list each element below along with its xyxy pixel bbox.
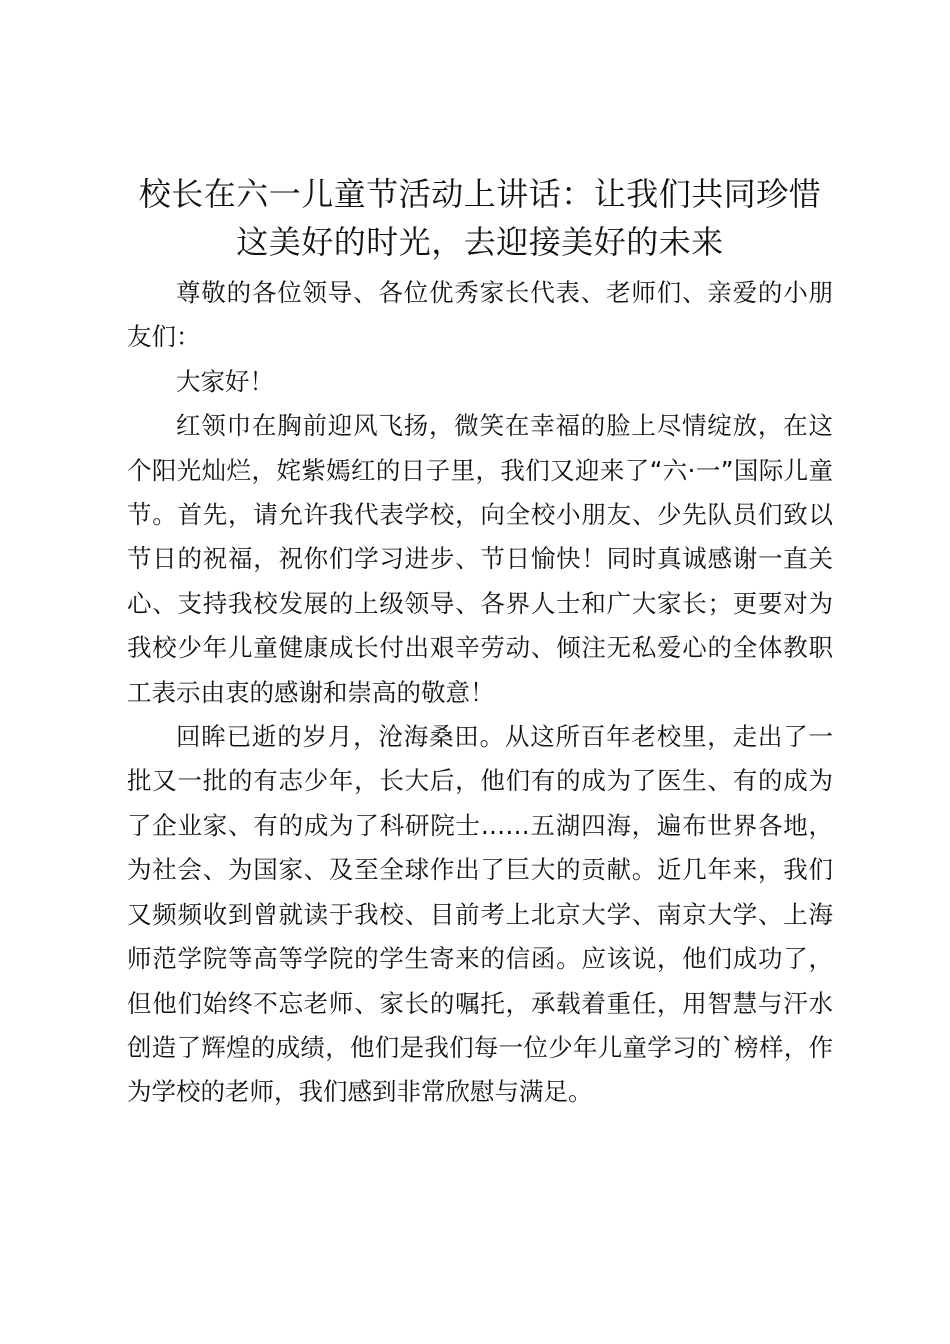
body-paragraph: 红领巾在胸前迎风飞扬，微笑在幸福的脸上尽情绽放，在这个阳光灿烂，姹紫嫣红的日子里，我们又迎来了“六·一”国际儿童节。首先，请允许我代表学校，向全校小朋友、少先队员们致以节日的祝福，祝你们学习进步、节日愉快！同时真诚感谢一直关心、支持我校发展的上级领导、各界人士和广大家长；更要对为我校少年儿童健康成长付出艰辛劳动、倾注无私爱心的全体教职工表示由衷的感谢和崇高的敬意！ xyxy=(127,411,833,707)
greeting-paragraph: 大家好！ xyxy=(176,366,274,396)
document-title: 校长在六一儿童节活动上讲话：让我们共同珍惜这美好的时光，去迎接美好的未来 xyxy=(138,175,822,261)
body-paragraph: 回眸已逝的岁月，沧海桑田。从这所百年老校里，走出了一批又一批的有志少年，长大后，他们有的成为了医生、有的成为了企业家、有的成为了科研院士……五湖四海，遍布世界各地，为社会、为国家、及至全球作出了巨大的贡献。近几年来，我们又频频收到曾就读于我校、目前考上北京大学、南京大学、上海师范学院等高等学院的学生寄来的信函。应该说，他们成功了，但他们始终不忘老师、家长的嘱托，承载着重任，用智慧与汗水创造了辉煌的成绩，他们是我们每一位少年儿童学习的`榜样，作为学校的老师，我们感到非常欣慰与满足。 xyxy=(127,722,833,1107)
salutation-paragraph: 尊敬的各位领导、各位优秀家长代表、老师们、亲爱的小朋友们： xyxy=(127,278,833,352)
document-page xyxy=(127,170,833,1115)
